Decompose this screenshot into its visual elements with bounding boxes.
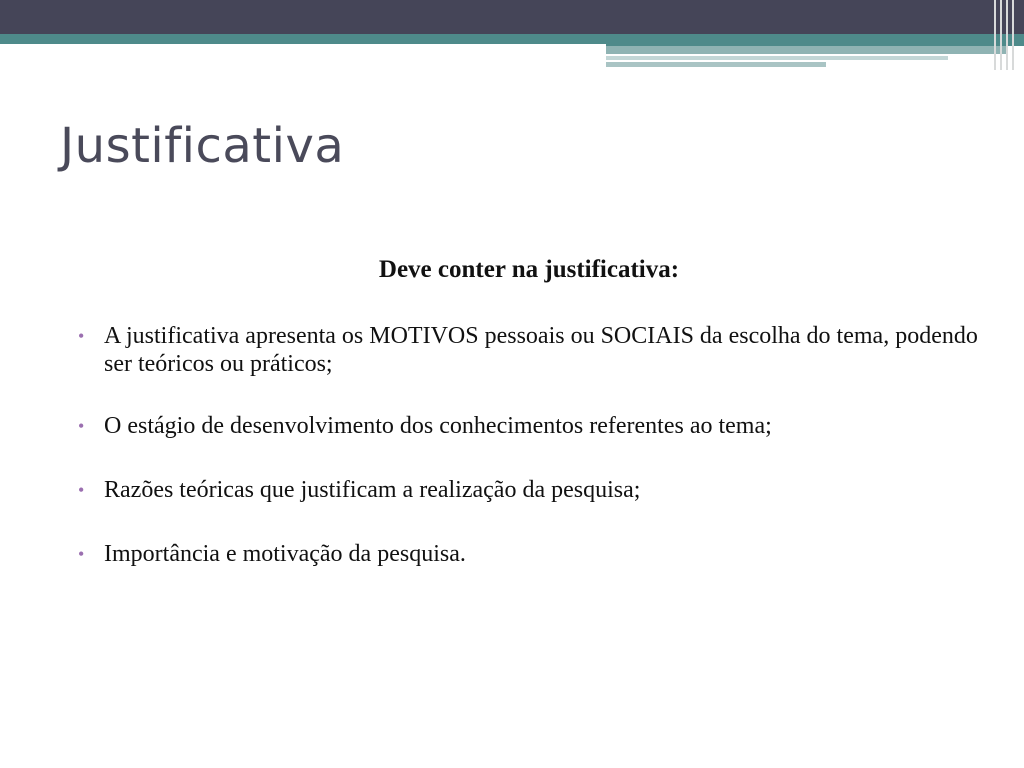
- bullet-icon: •: [78, 544, 85, 564]
- slide-subtitle: Deve conter na justificativa:: [378, 256, 680, 283]
- list-item-text: O estágio de desenvolvimento dos conhecimentos referentes ao tema;: [104, 413, 772, 439]
- list-item: [76, 540, 996, 568]
- header-band-line: [0, 44, 606, 47]
- bullet-list: [76, 322, 996, 568]
- header-stripes: [990, 0, 1024, 70]
- slide-title: Justificativa: [60, 118, 345, 174]
- bullet-icon: •: [78, 480, 85, 500]
- bullet-icon: •: [78, 326, 85, 346]
- list-item-text: Razões teóricas que justificam a realização da pesquisa;: [104, 477, 641, 503]
- header-accent-bar: [606, 46, 1006, 54]
- list-item: [76, 412, 996, 440]
- list-item-text: Importância e motivação da pesquisa.: [104, 541, 466, 567]
- list-item-text: A justificativa apresenta os MOTIVOS pessoais ou SOCIAIS da escolha do tema, podendo ser teóricos ou práticos;: [104, 323, 978, 377]
- bullet-icon: •: [78, 416, 85, 436]
- list-item: [76, 476, 996, 504]
- list-item: [76, 322, 996, 378]
- header-accent-bar: [606, 56, 948, 60]
- header-band-dark: [0, 0, 1024, 34]
- header-accent-bar: [606, 62, 826, 67]
